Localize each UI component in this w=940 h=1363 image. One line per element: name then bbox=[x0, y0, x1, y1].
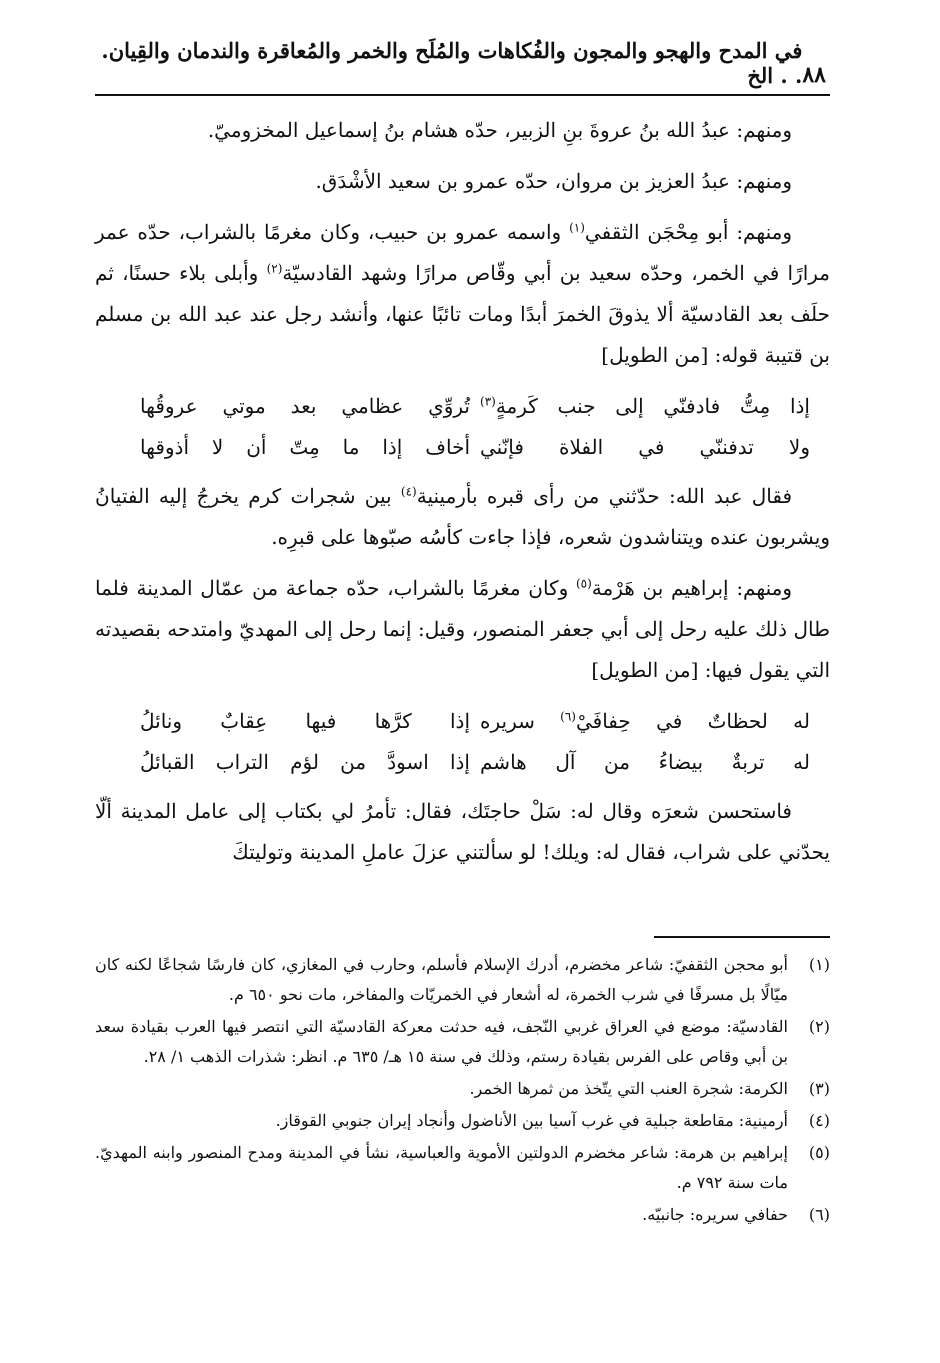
footnote-ref[interactable]: (٣) bbox=[480, 394, 496, 409]
footnote-text: حفافي سريره: جانبيّه. bbox=[642, 1205, 788, 1224]
footnote-text: إبراهيم بن هرمة: شاعر مخضرم الدولتين الأموية والعباسية، نشأ في المدينة ومدح المنصور وابنه المهديّ. مات سنة ٧٩٢ م. bbox=[95, 1143, 788, 1192]
footnote-number: (١) bbox=[808, 955, 830, 974]
footnote-text: الكرمة: شجرة العنب التي يتّخذ من ثمرها الخمر. bbox=[469, 1079, 788, 1098]
paragraph bbox=[95, 476, 830, 558]
paragraph bbox=[95, 212, 830, 376]
paragraph-text: ومنهم: إبراهيم بن هَرْمة bbox=[591, 576, 792, 600]
footnote-number: (٢) bbox=[808, 1017, 830, 1036]
footnote-number: (٥) bbox=[808, 1143, 830, 1162]
paragraph: ومنهم: عبدُ العزيز بن مروان، حدّه عمرو بن سعيد الأشْدَق. bbox=[315, 169, 792, 193]
verse-line bbox=[95, 701, 830, 742]
verse-hemistich: له تربةٌ بيضاءُ من آل هاشم bbox=[480, 750, 810, 774]
verse-block bbox=[95, 386, 830, 468]
running-title: في المدح والهجو والمجون والفُكاهات والمُلَح والخمر والمُعاقرة والندمان والقِيان. . . الخ bbox=[101, 38, 803, 88]
paragraph-text: واسمه عمرو بن حبيب، وكان مغرمًا بالشراب، حدّه عمر مرارًا في الخمر، وحدّه سعيد بن أبي وقّاص مرارًا وشهد القادسيّة bbox=[95, 220, 831, 285]
footnote-text: أرمينية: مقاطعة جبلية في غرب آسيا بين الأناضول وأنجاد إيران جنوبي القوقاز. bbox=[275, 1111, 788, 1130]
verse-hemistich: إذا مِتُّ فادفنّي إلى جنب كَرمةٍ$^{(٣)}$ bbox=[480, 394, 810, 418]
paragraph-text: وأبلى بلاء حسنًا، ثم حلَف بعد القادسيّة ألا يذوقَ الخمرَ أبدًا ومات تائبًا عنها، وأنشد رجل عند عبد الله بن مسلم بن قتيبة قوله: [من الطويل] bbox=[95, 261, 830, 367]
verse-hemistich: له لحظاتٌ في حِفافَيْ$^{(٦)}$ سريره bbox=[480, 709, 810, 733]
verse-hemistich: إذا كرَّها فيها عِقابٌ ونائلُ bbox=[140, 709, 470, 733]
footnote bbox=[95, 1200, 830, 1230]
footnotes bbox=[95, 950, 830, 1232]
paragraph-text: وكان مغرمًا بالشراب، حدّه جماعة من عمّال المدينة فلما طال ذلك عليه رحل إلى أبي جعفر المنصور، وقيل: إنما رحل إلى المهديّ وامتدحه بقصيدته التي يقول فيها: [من الطويل] bbox=[95, 576, 830, 682]
footnote-text: أبو محجن الثقفيّ: شاعر مخضرم، أدرك الإسلام فأسلم، وحارب في المغازي، كان فارسًا شجاعًا لكنه كان ميّالًا بل مسرفًا في شرب الخمرة، له أشعار في الخمريّات والمفاخر، مات نحو ٦٥٠ م. bbox=[95, 955, 788, 1004]
paragraph: ومنهم: عبدُ الله بنُ عروةَ بنِ الزبير، حدّه هشام بنُ إسماعيل المخزوميّ. bbox=[207, 118, 792, 142]
footnote bbox=[95, 1074, 830, 1104]
footnote-separator bbox=[654, 936, 830, 938]
page-header bbox=[95, 38, 830, 96]
footnote-ref[interactable]: (٢) bbox=[266, 261, 283, 276]
page-number: ٨٨ bbox=[802, 62, 826, 88]
paragraph-text: بين شجرات كرم يخرجُ إليه الفتيانُ ويشربون عنده ويتناشدون شعره، فإذا جاءت كأسُه صبّوها على قبرِه. bbox=[95, 484, 830, 549]
verse-hemistich: تُروِّي عظامي بعد موتي عروقُها bbox=[140, 394, 470, 418]
footnote bbox=[95, 1012, 830, 1072]
footnote-number: (٣) bbox=[808, 1079, 830, 1098]
verse-hemistich: إذا اسودَّ من لؤم التراب القبائلُ bbox=[140, 750, 470, 774]
paragraph bbox=[95, 568, 830, 691]
footnote-ref[interactable]: (٤) bbox=[400, 484, 417, 499]
footnote bbox=[95, 1106, 830, 1136]
verse-hemistich: أخاف إذا ما مِتّ أن لا أذوقها bbox=[140, 435, 470, 459]
footnote bbox=[95, 1138, 830, 1198]
footnote-ref[interactable]: (٦) bbox=[560, 709, 576, 724]
footnote-text: القادسيّة: موضع في العراق غربي النّجف، فيه حدثت معركة القادسيّة التي انتصر فيها العرب بقيادة سعد بن أبي وقاص على الفرس بقيادة رستم، وذلك في سنة ١٥ هـ/ ٦٣٥ م. انظر: شذرات الذهب ١/ ٢٨. bbox=[95, 1017, 788, 1066]
verse-line bbox=[95, 386, 830, 427]
verse-hemistich: ولا تدفننّي في الفلاة فإنّني bbox=[480, 435, 810, 459]
page bbox=[95, 38, 831, 1224]
footnote bbox=[95, 950, 830, 1010]
verse-line bbox=[95, 427, 830, 468]
footnote-ref[interactable]: (٥) bbox=[575, 576, 592, 591]
main-text bbox=[95, 110, 830, 873]
verse-line bbox=[95, 742, 830, 783]
paragraph-text: فقال عبد الله: حدّثني من رأى قبره بأرمينية bbox=[416, 484, 792, 508]
paragraph: فاستحسن شعرَه وقال له: سَلْ حاجتَك، فقال: تأمرُ لي بكتاب إلى عامل المدينة ألّا يحدّني على شراب، فقال له: ويلك! لو سألتني عزلَ عاملِ المدينة وتوليتكَ bbox=[95, 799, 830, 864]
footnote-number: (٦) bbox=[808, 1205, 830, 1224]
footnote-ref[interactable]: (١) bbox=[569, 220, 585, 235]
paragraph-text: ومنهم: أبو مِحْجَن الثقفي bbox=[584, 220, 792, 244]
verse-block bbox=[95, 701, 830, 783]
footnote-number: (٤) bbox=[808, 1111, 830, 1130]
